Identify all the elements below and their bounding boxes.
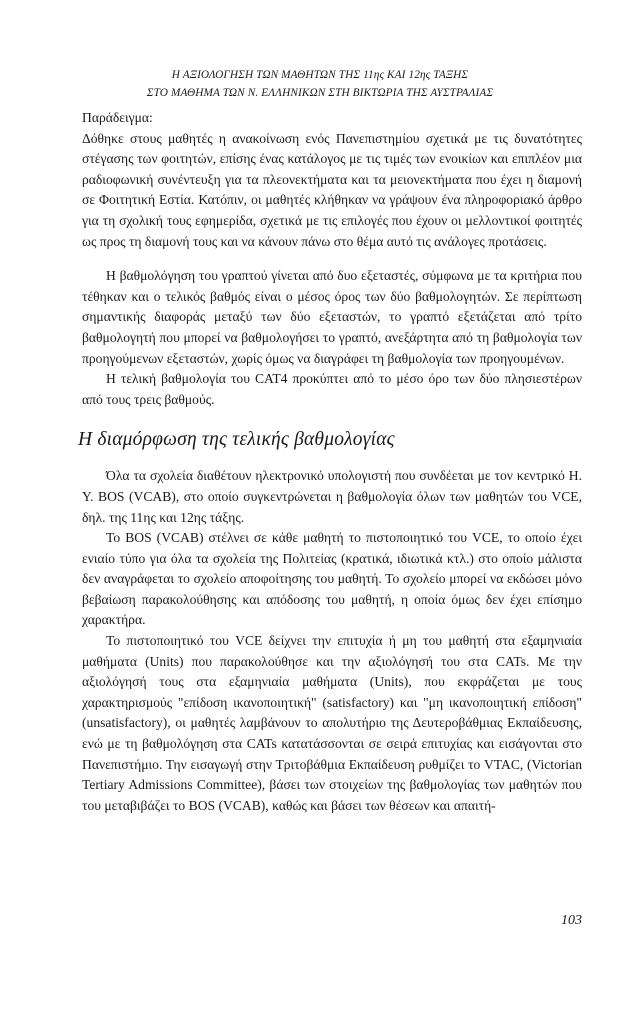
page-number: 103 [561,913,582,928]
grading-paragraph-2: Η τελική βαθμολογία του CAT4 προκύπτει από το μέσο όρο των δύο πλησιεστέρων από τους τρεις βαθμούς. [82,371,582,407]
section-paragraph-2: Το BOS (VCAB) στέλνει σε κάθε μαθητή το πιστοποιητικό του VCE, το οποίο έχει ενιαίο τύπο για όλα τα σχολεία της Πολιτείας (κρατικά, ιδιωτικά κτλ.) στο οποίο μάλιστα δεν αναγράφεται το σχολείο αποφοίτησης του μαθητή. Το σχολείο μπορεί να εκδώσει μόνο βεβαίωση παρακολούθησης και απόδοσης του μαθητή, η οποία όμως δεν έχει επίσημο χαρακτήρα. [82,530,582,628]
example-paragraph: Δόθηκε στους μαθητές η ανακοίνωση ενός Πανεπιστημίου σχετικά με τις δυνατότητες στέγασης των φοιτητών, επίσης ένας κατάλογος με τις τιμές των ενοικίων και επιπλέον μια ραδιοφωνική συνέντευξη για τα πλεονεκτήματα και τα μειονεκτήματα που έχει η διαμονή σε Φοιτητική Εστία. Κατόπιν, οι μαθητές κλήθηκαν να γράψουν ένα πληροφοριακό άρθρο για τη σχολική τους εφημερίδα, σχετικά με τις επιλογές που έχουν οι μελλοντικοί φοιτητές ως προς τη διαμονή τους και να κάνουν πάνω στο θέμα αυτό τις ανάλογες προτάσεις. [82,130,582,249]
running-header-line-2: ΣΤΟ ΜΑΘΗΜΑ ΤΩΝ Ν. ΕΛΛΗΝΙΚΩΝ ΣΤΗ ΒΙΚΤΩΡΙΑ ΤΗΣ ΑΥΣΤΡΑΛΙΑΣ [146,87,494,99]
grading-paragraph-1: Η βαθμολόγηση του γραπτού γίνεται από δυο εξεταστές, σύμφωνα με τα κριτήρια που τέθηκαν και ο τελικός βαθμός είναι ο μέσος όρος των δύο βαθμολογητών. Σε περίπτωση σημαντικής διαφοράς μεταξύ των δύο εξεταστών, το γραπτό εξετάζεται από τρίτο βαθμολογητή που μπορεί να βαθμολογήσει το γραπτό, ανεξάρτητα από τη βαθμολογία των προηγούμενων εξεταστών, χωρίς όμως να διαγράφει τη βαθμολογία των προηγουμένων. [82,268,582,366]
section-paragraph-1: Όλα τα σχολεία διαθέτουν ηλεκτρονικό υπολογιστή που συνδέεται με τον κεντρικό Η. Υ. BOS (VCAB), στο οποίο συγκεντρώνεται η βαθμολογία όλων των μαθητών του VCE, δηλ. της 11ης και 12ης τάξης. [82,468,582,525]
section-heading: Η διαμόρφωση της τελικής βαθμολογίας [78,429,395,451]
paragraph-gap [82,252,582,266]
running-header-line-1: Η ΑΞΙΟΛΟΓΗΣΗ ΤΩΝ ΜΑΘΗΤΩΝ ΤΗΣ 11ης ΚΑΙ 12ης ΤΑΞΗΣ [171,69,469,81]
section-paragraph-3: Το πιστοποιητικό του VCE δείχνει την επιτυχία ή μη του μαθητή στα εξαμηνιαία μαθήματα (Units) που παρακολούθησε και την αξιολόγησή του στα CATs. Με την αξιολόγησή τους στα εξαμηνιαία μαθήματα (Units), που εκφράζεται με τους χαρακτηρισμούς "επίδοση ικανοποιητική" (satisfactory) και "μη ικανοποιητική επίδοση" (unsatisfactory), οι μαθητές λαμβάνουν το απολυτήριο της Δευτεροβάθμιας Εκπαίδευσης, ενώ με τη βαθμολόγηση στα CATs κατατάσσονται σε σειρά επιτυχίας και εισάγονται στο Πανεπιστήμιο. Την εισαγωγή στην Τριτοβάθμια Εκπαίδευση ρυθμίζει το VTAC, (Victorian Tertiary Admissions Committee), βάσει των στοιχείων της βαθμολογίας των μαθητών που του μεταβιβάζει το BOS (VCAB), καθώς και βάσει των θέσεων και απαιτή- [82,633,582,813]
example-label: Παράδειγμα: [82,110,153,125]
running-header [80,66,560,102]
page-content [78,108,582,816]
